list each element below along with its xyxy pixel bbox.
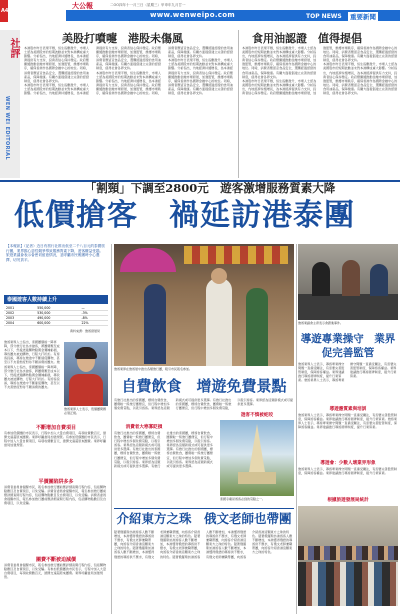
section3-rule [114, 508, 294, 509]
portrait-body [69, 374, 103, 406]
section2-subhead-2: 遊客不慎被蛇咬 [240, 413, 274, 418]
story-body-left: 旅遊業界人士指出，泰國團價格一降再降，部分旅行社為求搶客，將團費壓至成本以下，然後透過購物點佣金彌補虧損，導致團友被迫購物，行程大打折扣。有遊客投訴，導遊在旅途中不斷催促購物，甚至以不友善態度對待不願消費的團友。旅遊業界人士指出，泰國團價格一降再降，部分旅行社為求搶客，將團費壓至成本以下，然後透過購物點佣金彌補虧損，導致團友被迫購物，行程大打折扣。有遊客投訴，導遊在旅途中不斷催促購物，甚至以不友善態度對待不願消費的團友。 [4, 340, 60, 390]
subhead-c: 團費不斷被迫減價 [35, 557, 76, 563]
section2-body-2: 有旅行社推出的泰國團，標榜自費飲食，團費較一般旅行團便宜，但行程中增加多個免費景點，以吸引遊客。業界認為這類新模式或可提供更多選擇。有旅行社推出的泰國團，標榜自費飲食，團費較一般旅行團便宜，但行程中增加多個免費景點，以吸引遊客。業界認為這類新模式或可提供更多選擇。有旅行社推出的泰國團，標榜自費飲食，團費較一般旅行團便宜，但行程中增加多個免費景點，以吸引遊客。業界認為這類新模式或可提供更多選擇。有旅行社推出的泰國團，標榜自費飲食，團費較一般旅行團便宜，但行程中增加多個免費景點，以吸引遊客。業界認為這類新模式或可提供更多選擇。 [114, 431, 213, 468]
left-divider [111, 244, 112, 614]
crowd-row-1 [298, 546, 398, 560]
temple-photo [220, 420, 294, 496]
photo-person-1 [144, 284, 166, 364]
sidebar-subhead-1: 導遊應質素與培訓 [329, 407, 367, 412]
editorial-divider [238, 30, 239, 178]
body-b: 消費者委員會提醒市民，報名參加旅行團前應詳細查閱行程內容，包括購物點數目及自費項目，以免受騙。消費者委員會提醒市民，報名參加旅行團前應詳細查閱行程內容，包括購物點數目及自費項目，以免受騙。消費者委員會提醒市民，報名參加旅行團前應詳細查閱行程內容，包括購物點數目及自費項目，以免受騙。 [4, 485, 107, 506]
photo-person-3 [246, 288, 268, 366]
portrait-photo [64, 342, 108, 406]
sidebar-photo-person-3 [370, 264, 388, 296]
photo-person-2 [206, 278, 232, 366]
photo-person-head [211, 268, 227, 284]
story-lead: 【本報訊】（記者）近日有旅行社推出低至二千八百元的泰國旅行團，業界擔心惡性競爭導致服務質素下降，遊客權益受損。旅遊業議會表示會密切留意情況，並呼籲市民報團時小心選擇，切勿貪平。 [6, 244, 105, 262]
right-divider [296, 244, 297, 614]
sidebar-subhead-3: 根據旅遊發展局統計 [327, 498, 369, 503]
sidebar-photo-person-1 [312, 262, 330, 296]
editorial-body-left: 本港股市昨日表現平穩，恒生指數微升，市場人士認為美國股市的短期波動並未對本港構成重大影響。分析指出，內地經濟持續增長，為本港經濟提供有力支持，投資者信心保持穩定。政府應繼續推動金融市場發展，加強監管，維護市場秩序，確保香港作為國際金融中心的地位。同時，消費者應留意食品安全，選購經過認證的食用油產品，保障健康。有關方面提倡建立完善的認證制度，值得社會各界支持。 本港股市昨日表現平穩，恒生指數微升，市場人士認為美國股市的短期波動並未對本港構成重大影響。分析指出，內地經濟持續增長，為本港經濟提供有力支持，投資者信心保持穩定。政府應繼續推動金融市場發展，加強監管，維護市場秩序，確保香港作為國際金融中心的地位。同時，消費者應留意食品安全，選購經過認證的食用油產品，保障健康。有關方面提倡建立完善的認證制度，值得社會各界支持。 本港股市昨日表現平穩，恒生指數微升，市場人士認為美國股市的短期波動並未對本港構成重大影響。分析指出，內地經濟持續增長，為本港經濟提供有力支持，投資者信心保持穩定。政府應繼續推動金融市場發展，加強監管，維護市場秩序，確保香港作為國際金融中心的地位。同時，消費者應留意食品安全，選購經過認證的食用油產品，保障健康。有關方面提倡建立完善的認證制度，值得社會各界支持。 本港股市昨日表現平穩，恒生指數微升，市場人士認為美國股市的短期波動並未對本港構成重大影響。分析指出，內地經濟持續增長，為本港經濟提供有力支持，投資者信心保持穩定。政府應繼續推動金融市場發展，加強監管，維護市場秩序，確保香港作為國際金融中心的地位。同時，消費者應留意食品安全，選購經過認證的食用油產品，保障健康。有關方面提倡建立完善的認證制度，值得社會各界支持。 [24, 46, 233, 96]
story-kicker: 「割頸」下調至2800元 遊客激增服務質素大降 [84, 181, 336, 195]
chart-title-bar [4, 295, 108, 304]
chart-title: 泰國遊客人數持續上升 [7, 297, 58, 303]
editorial-body-right: 本港股市昨日表現平穩，恒生指數微升，市場人士認為美國股市的短期波動並未對本港構成重大影響。分析指出，內地經濟持續增長，為本港經濟提供有力支持，投資者信心保持穩定。政府應繼續推動金融市場發展，加強監管，維護市場秩序，確保香港作為國際金融中心的地位。同時，消費者應留意食品安全，選購經過認證的食用油產品，保障健康。有關方面提倡建立完善的認證制度，值得社會各界支持。 本港股市昨日表現平穩，恒生指數微升，市場人士認為美國股市的短期波動並未對本港構成重大影響。分析指出，內地經濟持續增長，為本港經濟提供有力支持，投資者信心保持穩定。政府應繼續推動金融市場發展，加強監管，維護市場秩序，確保香港作為國際金融中心的地位。同時，消費者應留意食品安全，選購經過認證的食用油產品，保障健康。有關方面提倡建立完善的認證制度，值得社會各界支持。 本港股市昨日表現平穩，恒生指數微升，市場人士認為美國股市的短期波動並未對本港構成重大影響。分析指出，內地經濟持續增長，為本港經濟提供有力支持，投資者信心保持穩定。政府應繼續推動金融市場發展，加強監管，維護市場秩序，確保香港作為國際金融中心的地位。同時，消費者應留意食品安全，選購經過認證的食用油產品，保障健康。有關方面提倡建立完善的認證制度，值得社會各界支持。 [242, 46, 398, 96]
sidebar-photo-desk [298, 294, 398, 320]
visitor-table [4, 306, 108, 326]
sidebar-photo [298, 244, 398, 320]
section3-body: 隨著俄羅斯訪港遊客人數不斷增加，本港懂得俄語的導遊供不應求，有俄文老師兼職帶團，向遊客介紹香港這顆東方之珠的特色。隨著俄羅斯訪港遊客人數不斷增加，本港懂得俄語的導遊供不應求，有俄文老師兼職帶團，向遊客介紹香港這顆東方之珠的特色。隨著俄羅斯訪港遊客人數不斷增加，本港懂得俄語的導遊供不應求，有俄文老師兼職帶團，向遊客介紹香港這顆東方之珠的特色。隨著俄羅斯訪港遊客人數不斷增加，本港懂得俄語的導遊供不應求，有俄文老師兼職帶團，向遊客介紹香港這顆東方之珠的特色。隨著俄羅斯訪港遊客人數不斷增加，本港懂得俄語的導遊供不應求，有俄文老師兼職帶團，向遊客介紹香港這顆東方之珠的特色。隨著俄羅斯訪港遊客人數不斷增加，本港懂得俄語的導遊供不應求，有俄文老師兼職帶團，向遊客介紹香港這顆東方之珠的特色。 [114, 530, 293, 559]
sidebar-body: 旅遊業界人士表示，導遊專業操守問題一直備受關注，有需要完善監管制度，保障遊客權益。業界建議推行導遊發牌制度，提升行業質素。旅遊業界人士表示，導遊專業操守問題一直備受關注，有需要完善監管制度，保障遊客權益。業界建議推行導遊發牌制度，提升行業質素。 [298, 362, 397, 383]
sidebar-headline: 導遊專業操守 業界促完善監管 [300, 333, 396, 359]
table-row: 2004 600,000 22% [4, 321, 108, 326]
section-en: TOP NEWS [306, 13, 342, 20]
section2-headline: 自費飲食 增遊免費景點 [121, 377, 287, 395]
section2-body: 有旅行社推出的泰國團，標榜自費飲食，團費較一般旅行團便宜，但行程中增加多個免費景點，以吸引遊客。業界認為這類新模式或可提供更多選擇。有旅行社推出的泰國團，標榜自費飲食，團費較一般旅行團便宜，但行程中增加多個免費景點，以吸引遊客。業界認為這類新模式或可提供更多選擇。 [114, 398, 293, 411]
masthead-date: 二OO四年十一月三日（星期三）甲申年九月廿一 [110, 3, 186, 7]
editorial-label-en: WEN WEI EDITORIAL [4, 96, 10, 161]
photo-umbrella [120, 248, 176, 272]
body-c: 消費者委員會提醒市民，報名參加旅行團前應詳細查閱行程內容，包括購物點數目及自費項目，以免受騙。有參加低價團的市民表示，行程中加入大量自費項目，每項收費數百元，總開支遠超原來團費。業界呼籲當局加強規管。 [4, 563, 107, 580]
portrait-caption: 旅遊業界人士表示，低價團問題必須正視。 [64, 407, 107, 415]
editorial-heading-1: 美股打噴嚏 港股未傷風 [62, 32, 183, 45]
section2-subhead: 消費者大寒寡貶損 [125, 425, 163, 430]
editorial-label-block [0, 30, 20, 178]
temple-spire [248, 424, 266, 478]
chart-source: 資料來源：旅遊發展局 [70, 329, 101, 333]
temple-photo-caption: 泰國寺廟是遊客必到的景點之一。 [220, 497, 266, 501]
section-cn: 重要新聞 [350, 12, 376, 21]
table-row: 2003 490,000 -8% [4, 316, 108, 321]
temple-base [238, 472, 276, 484]
sidebar-crowd-photo [298, 506, 398, 606]
editorial-heading-2: 食用油認證 值得提倡 [252, 32, 362, 45]
sidebar-photo-caption: 旅遊業議會主席表示會跟進事件。 [298, 321, 344, 325]
masthead-logo: 大公報 [72, 1, 93, 10]
table-row: 2002 530,000 -3% [4, 311, 108, 316]
body-a: 有參加低價團的市民表示，行程中加入大量自費項目，每項收費數百元，總開支遠超原來團費。業界呼籲當局加強規管。有參加低價團的市民表示，行程中加入大量自費項目，每項收費數百元，總開支遠超原來團費。業界呼籲當局加強規管。 [4, 431, 107, 448]
sidebar-body-3: 旅遊業界人士表示，導遊專業操守問題一直備受關注，有需要完善監管制度，保障遊客權益。業界建議推行導遊發牌制度，提升行業質素。 [298, 467, 397, 476]
table-row: 2001 550,000 — [4, 306, 108, 311]
sidebar-subhead-2: 導遊會：少數人壞業界形象 [320, 461, 376, 466]
main-photo-caption: 旅遊業界在旅遊展中推出各類旅行團，吸引市民報名參加。 [114, 367, 193, 371]
masthead [0, 0, 400, 22]
sidebar-photo-person-2 [342, 260, 360, 296]
photo-lanterns [184, 246, 288, 264]
main-photo [114, 244, 294, 366]
section3-headline: 介紹東方之珠 俄文老師也帶團 [116, 511, 292, 526]
story-headline: 低價搶客 禍延訪港泰團 [14, 198, 355, 233]
portrait-hair [75, 347, 97, 359]
crowd-row-2 [298, 562, 398, 606]
masthead-url[interactable]: www.wenweipo.com [150, 11, 235, 19]
page-number: A4 [1, 8, 9, 14]
subhead-a: 不斷增加自費項目 [35, 425, 76, 431]
sidebar-body-2: 旅遊業界人士表示，導遊專業操守問題一直備受關注，有需要完善監管制度，保障遊客權益。業界建議推行導遊發牌制度，提升行業質素。旅遊業界人士表示，導遊專業操守問題一直備受關注，有需要完善監管制度，保障遊客權益。業界建議推行導遊發牌制度，提升行業質素。 [298, 413, 397, 430]
subhead-b: 平價團陷阱多多 [38, 479, 74, 485]
editorial-label-cn: 社評 [8, 38, 19, 58]
